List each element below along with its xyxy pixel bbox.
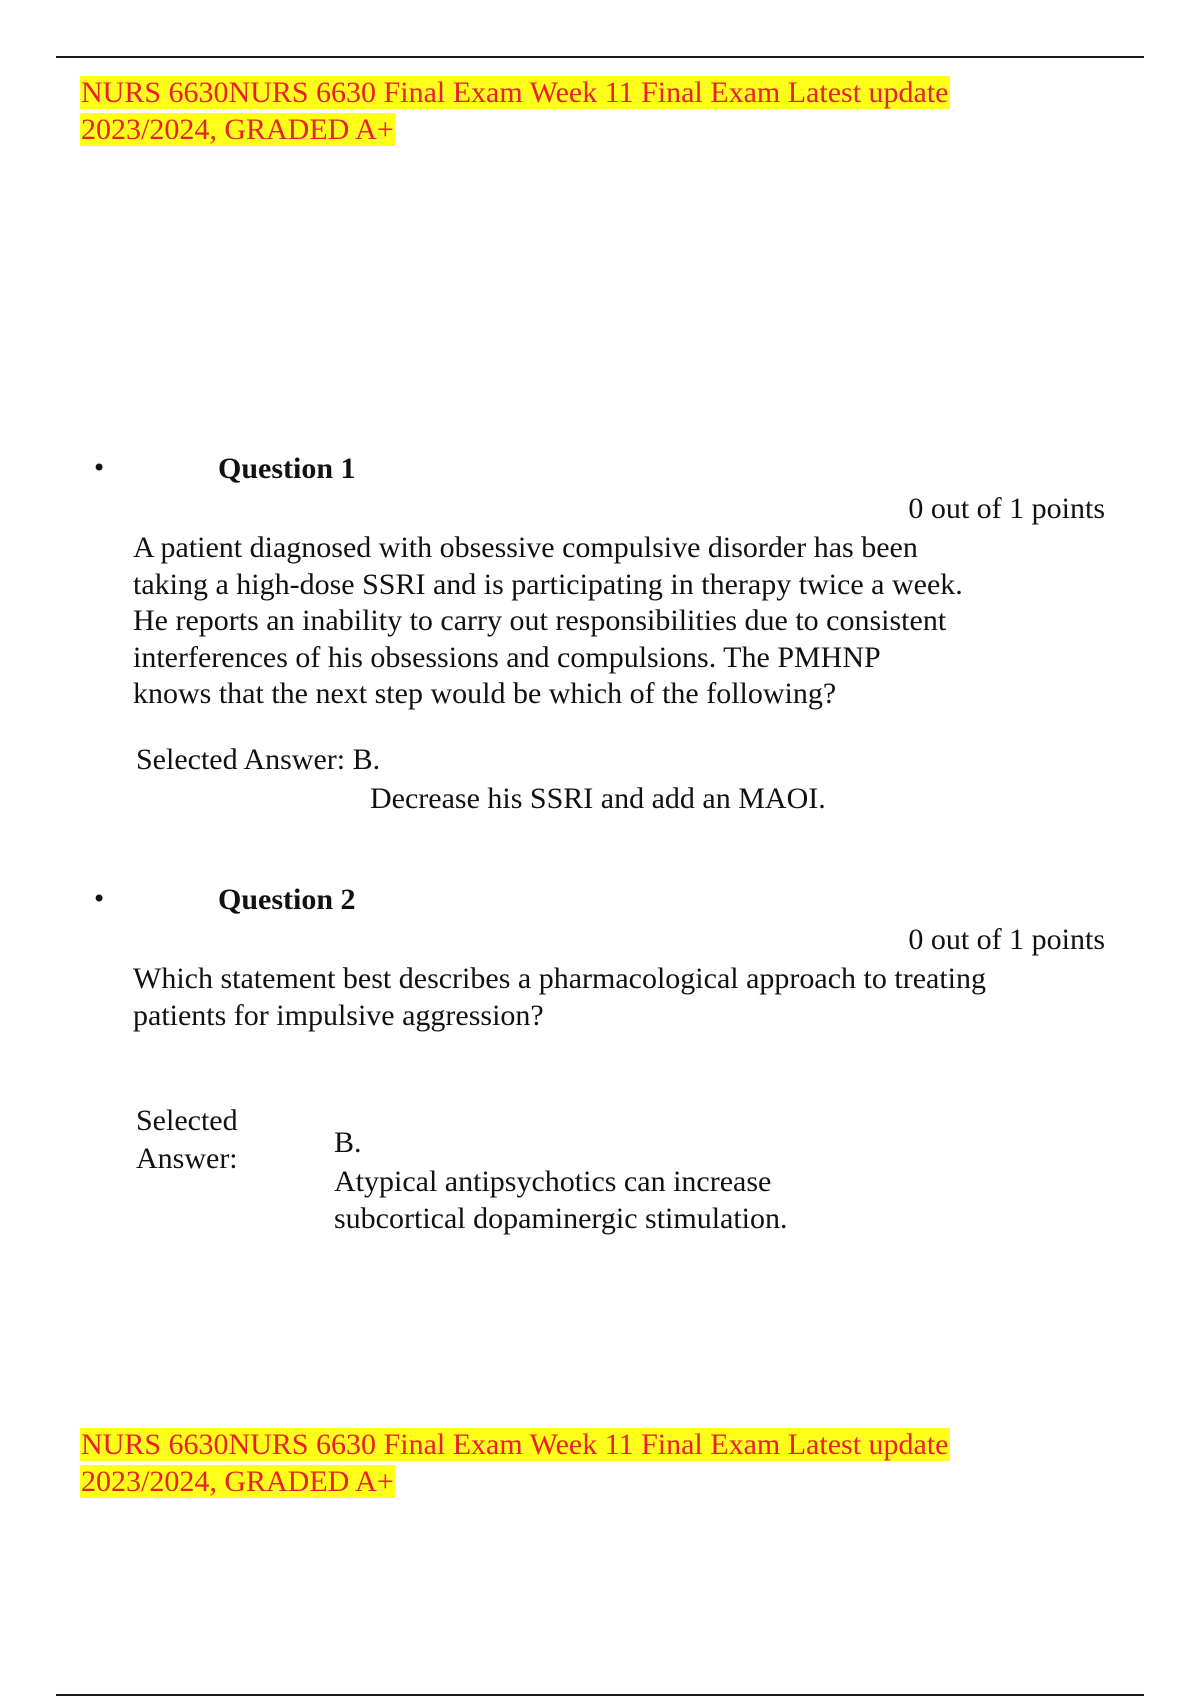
header-banner-line1: NURS 6630NURS 6630 Final Exam Week 11 Final Exam Latest update <box>81 76 949 109</box>
selected-answer-label: Selected Answer: <box>136 743 346 776</box>
bullet-icon: • <box>92 885 107 913</box>
header-banner <box>80 74 1040 148</box>
question-text-line: Which statement best describes a pharmacological approach to treating <box>133 962 986 995</box>
selected-answer-letter: B. <box>334 1126 362 1159</box>
selected-answer-text: Decrease his SSRI and add an MAOI. <box>370 782 826 815</box>
footer-banner-line2: 2023/2024, GRADED A+ <box>81 1465 394 1498</box>
question-text <box>133 530 1073 713</box>
question-points: 0 out of 1 points <box>908 923 1105 956</box>
selected-answer-label-line: Answer: <box>136 1142 238 1175</box>
question-text-line: He reports an inability to carry out responsibilities due to consistent <box>133 604 947 637</box>
header-banner-line2: 2023/2024, GRADED A+ <box>81 113 394 146</box>
question-text-line: A patient diagnosed with obsessive compulsive disorder has been <box>133 531 918 564</box>
selected-answer-row <box>136 742 380 778</box>
question-points: 0 out of 1 points <box>908 492 1105 525</box>
question-text-line: interferences of his obsessions and compulsions. The PMHNP <box>133 640 881 674</box>
question-text-line: taking a high-dose SSRI and is participating in therapy twice a week. <box>133 567 963 601</box>
top-rule <box>56 56 1144 58</box>
question-text-line: knows that the next step would be which of the following? <box>133 677 837 710</box>
question-text-line: patients for impulsive aggression? <box>133 998 544 1032</box>
question-text <box>133 961 1073 1034</box>
bullet-icon: • <box>92 454 107 482</box>
selected-answer-letter: B. <box>352 743 381 776</box>
footer-banner <box>80 1426 1040 1500</box>
selected-answer-text <box>334 1163 854 1237</box>
bottom-rule <box>56 1694 1144 1696</box>
question-title: Question 1 <box>218 452 356 485</box>
selected-answer-text-line: Atypical antipsychotics can increase <box>334 1165 772 1198</box>
selected-answer-label-line: Selected <box>136 1104 238 1137</box>
footer-banner-line1: NURS 6630NURS 6630 Final Exam Week 11 Final Exam Latest update <box>81 1428 949 1461</box>
selected-answer-label <box>136 1102 286 1178</box>
selected-answer-text-line: subcortical dopaminergic stimulation. <box>334 1202 788 1235</box>
question-title: Question 2 <box>218 883 356 916</box>
